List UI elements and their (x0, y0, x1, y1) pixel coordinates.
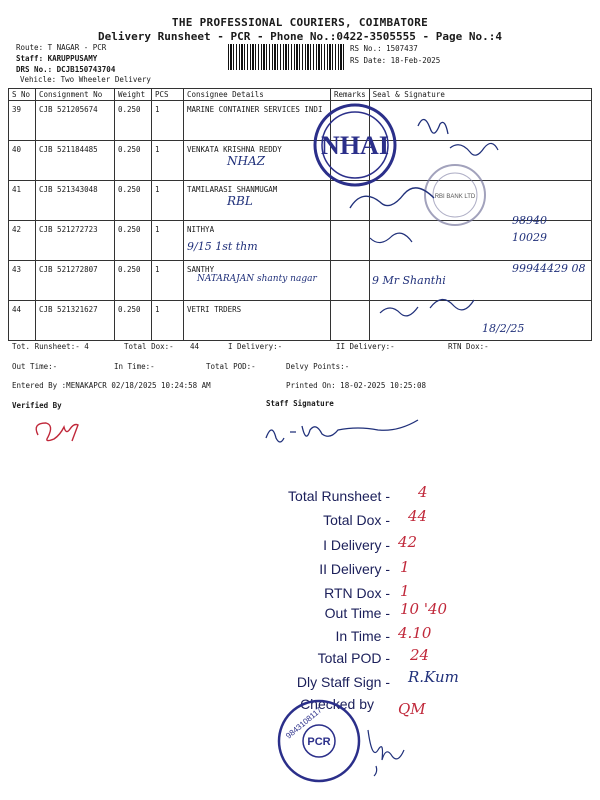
summary-label-ii-delivery: II Delivery - (319, 561, 390, 577)
route-label: Route: T NAGAR - PCR (16, 43, 107, 52)
verified-initials (30, 415, 90, 450)
staff-signature-label: Staff Signature (266, 399, 334, 408)
summary-value-out-time: 10 '40 (400, 600, 448, 618)
footer-i-delivery: I Delivery:- (228, 342, 283, 351)
handwritten-date: 18/2/25 (482, 322, 525, 335)
drs-label: DRS No.: DCJB150743704 (16, 65, 116, 74)
entered-by: Entered By :MENAKAPCR 02/18/2025 10:24:58 AM (12, 381, 211, 390)
document-subtitle: Delivery Runsheet - PCR - Phone No.:0422-3505555 - Page No.:4 (98, 30, 502, 43)
col-seal: Seal & Signature (369, 89, 591, 101)
pcr-stamp-center: PCR (307, 736, 331, 748)
summary-label-i-delivery: I Delivery - (323, 537, 390, 553)
staff-signature (262, 418, 442, 448)
summary-value-total-runsheet: 4 (418, 483, 428, 501)
summary-value-ii-delivery: 1 (400, 558, 410, 576)
footer-out-time: Out Time:- (12, 362, 58, 371)
handwritten-note: NATARAJAN shanty nagar (197, 274, 317, 284)
nhai-stamp-text: NHAI (321, 131, 389, 160)
summary-value-i-delivery: 42 (398, 533, 418, 551)
col-pcs: PCS (152, 89, 184, 101)
rs-date: RS Date: 18-Feb-2025 (350, 56, 441, 65)
footer-total-dox-value: 44 (190, 342, 200, 351)
handwritten-phone-2: 99944429 08 (512, 262, 586, 275)
verified-by-label: Verified By (12, 401, 62, 410)
summary-label-in-time: In Time - (335, 628, 390, 644)
table-row: 44 CJB 521321627 0.250 1 VETRI TRDERS (9, 301, 592, 341)
bank-seal-text: RBI BANK LTD (434, 194, 476, 200)
col-remarks: Remarks (331, 89, 370, 101)
table-row: 41 CJB 521343048 0.250 1 TAMILARASI SHANMUGAM RBL (9, 181, 592, 221)
document-title: THE PROFESSIONAL COURIERS, COIMBATORE (171, 16, 429, 29)
col-consignment: Consignment No (36, 89, 115, 101)
staff-label: Staff: KARUPPUSAMY (16, 54, 98, 63)
summary-value-rtn-dox: 1 (400, 582, 410, 600)
summary-value-checked-by: QM (398, 700, 426, 718)
checker-signature (362, 720, 412, 780)
handwritten-phone-1: 98940 10029 (512, 214, 547, 244)
footer-total-pod: Total POD:- (206, 362, 256, 371)
col-consignee: Consignee Details (184, 89, 331, 101)
vehicle-label: Vehicle: Two Wheeler Delivery (20, 75, 151, 84)
footer-runsheet: Tot. Runsheet:- 4 (12, 342, 89, 351)
footer-rtn-dox: RTN Dox:- (448, 342, 489, 351)
summary-label-checked-by: Checked by (300, 696, 374, 712)
table-row: 39 CJB 521205674 0.250 1 MARINE CONTAINER SERVICES INDI (9, 101, 592, 141)
summary-label-dly-staff-sign: Dly Staff Sign - (296, 674, 390, 690)
summary-value-dly-staff-sign: R.Kum (408, 668, 459, 686)
pcr-stamp-ring: 9843108117 (284, 705, 324, 741)
handwritten-signature-note: 9 Mr Shanthi (372, 274, 446, 287)
summary-value-total-pod: 24 (410, 646, 430, 664)
table-row: 40 CJB 521184485 0.250 1 VENKATA KRISHNA REDDY NHAZ (9, 141, 592, 181)
footer-total-dox: Total Dox:- (124, 342, 174, 351)
table-row: 43 CJB 521272807 0.250 1 SANTHY NATARAJAN shanty nagar (9, 261, 592, 301)
summary-label-total-pod: Total POD - (317, 650, 390, 666)
col-weight: Weight (115, 89, 152, 101)
summary-value-total-dox: 44 (408, 507, 428, 525)
summary-label-rtn-dox: RTN Dox - (324, 585, 390, 601)
summary-label-total-runsheet: Total Runsheet - (288, 488, 390, 504)
summary-value-in-time: 4.10 (398, 624, 432, 642)
footer-ii-delivery: II Delivery:- (336, 342, 395, 351)
handwritten-note: 9/15 1st thm (187, 240, 258, 253)
pcr-stamp (276, 698, 362, 784)
summary-label-total-dox: Total Dox - (323, 512, 390, 528)
footer-in-time: In Time:- (114, 362, 155, 371)
barcode (228, 44, 344, 70)
handwritten-note: RBL (227, 194, 253, 208)
col-sno: S No (9, 89, 36, 101)
handwritten-note: NHAZ (227, 154, 265, 168)
printed-on: Printed On: 18-02-2025 10:25:08 (286, 381, 426, 390)
rs-number: RS No.: 1507437 (350, 44, 418, 53)
footer-delivery-points: Delvy Points:- (286, 362, 350, 371)
table-row: 42 CJB 521272723 0.250 1 NITHYA 9/15 1st thm (9, 221, 592, 261)
summary-label-out-time: Out Time - (324, 605, 390, 621)
table-header-row (9, 89, 592, 101)
